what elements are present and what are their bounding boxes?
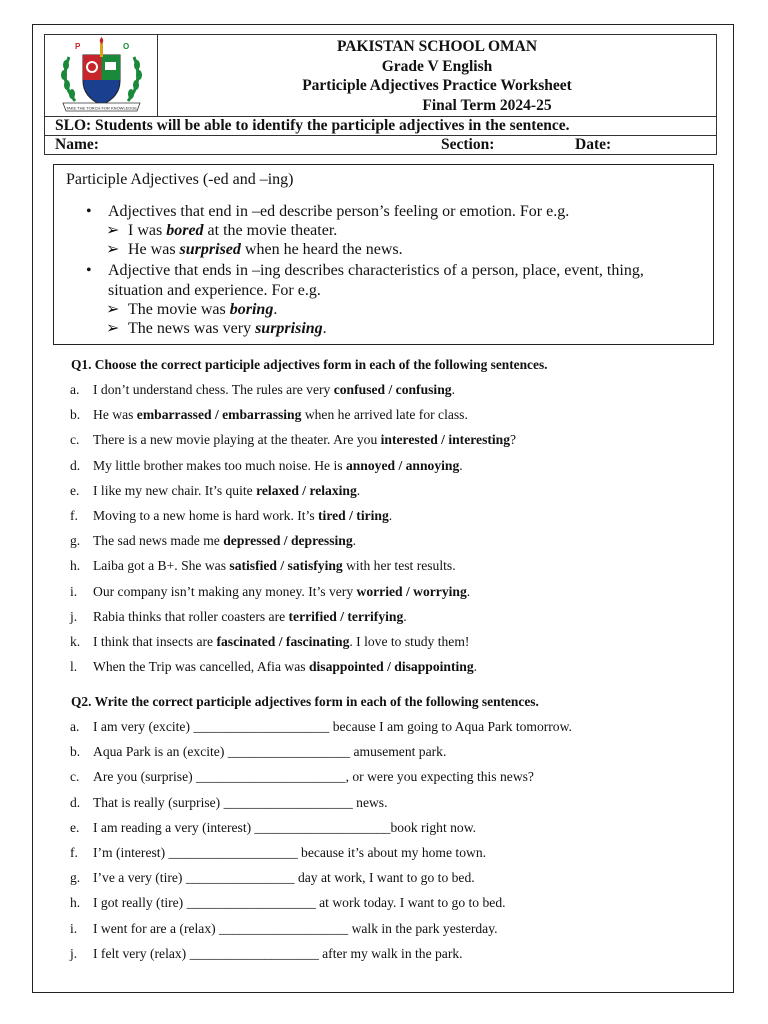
fill-in-sentence[interactable]: That is really (surprise) ___________________ news. xyxy=(93,794,388,810)
name-label: Name: xyxy=(55,136,99,153)
choice-options[interactable]: interested / interesting xyxy=(380,432,511,448)
q1-title: Q1. Choose the correct participle adjectives form in each of the following sentences. xyxy=(71,357,548,372)
header-table xyxy=(44,34,717,155)
fill-in-sentence[interactable]: I got really (tire) ___________________ at work today. I want to go to bed. xyxy=(93,895,506,911)
item-text: Our company isn’t making any money. It’s very worried / worrying. xyxy=(93,583,471,599)
info-box: Participle Adjectives (-ed and –ing) • Adjectives that end in –ed describe person’s feeling or emotion. For e.g. ➢ I was bored at the movie theater. ➢ He was surprised when he heard the news. • Adjective that ends in –ing describes characteristics of a person, place, event, thing, situation and experience. For e.g. ➢ The movie was boring. ➢ The news was very surprising. xyxy=(53,164,714,345)
item-text: He was embarrassed / embarrassing when he arrived late for class. xyxy=(93,407,468,423)
grade-title: Grade V English xyxy=(381,57,493,75)
choice-options[interactable]: confused / confusing xyxy=(333,382,452,397)
item-letter: j. xyxy=(70,608,78,624)
choice-options[interactable]: embarrassed / embarrassing xyxy=(136,407,302,423)
choice-options[interactable]: annoyed / annoying xyxy=(345,457,460,473)
school-name: PAKISTAN SCHOOL OMAN xyxy=(336,38,538,55)
bullet-icon: • xyxy=(86,203,92,220)
fill-in-sentence[interactable]: I felt very (relax) ___________________ after my walk in the park. xyxy=(93,945,463,961)
item-letter: h. xyxy=(70,558,81,574)
item-text: When the Trip was cancelled, Afia was disappointed / disappointing. xyxy=(93,659,478,675)
fill-in-sentence[interactable]: I went for are a (relax) ___________________ walk in the park yesterday. xyxy=(93,920,498,936)
item-letter: b. xyxy=(70,407,81,423)
item-text: I like my new chair. It’s quite relaxed / relaxing. xyxy=(93,482,361,498)
item-letter: d. xyxy=(70,457,81,473)
item-letter: l. xyxy=(70,659,78,675)
item-text: Laiba got a B+. She was satisfied / satisfying with her test results. xyxy=(93,558,456,574)
item-letter: c. xyxy=(70,769,80,785)
choice-options[interactable]: depressed / depressing xyxy=(223,533,353,549)
item-letter: f. xyxy=(70,845,78,860)
name-row xyxy=(45,136,716,155)
fill-in-sentence[interactable]: Aqua Park is an (excite) __________________ amusement park. xyxy=(93,744,447,760)
item-text: There is a new movie playing at the theater. Are you interested / interesting? xyxy=(93,432,517,448)
item-letter: b. xyxy=(70,744,81,760)
item-letter: a. xyxy=(70,719,80,734)
item-letter: j. xyxy=(70,945,78,961)
logo-cell xyxy=(45,35,158,117)
fill-in-sentence[interactable]: I’m (interest) ___________________ because it’s about my home town. xyxy=(93,845,487,860)
school-logo-icon xyxy=(45,35,158,117)
header-title-block xyxy=(158,35,716,119)
fill-in-sentence[interactable]: I am reading a very (interest) ____________________book right now. xyxy=(93,819,477,835)
choice-options[interactable]: tired / tiring xyxy=(318,508,389,523)
item-letter: e. xyxy=(70,482,80,498)
item-letter: e. xyxy=(70,819,80,835)
choice-options[interactable]: disappointed / disappointing xyxy=(308,659,474,675)
logo-motto: TAKE THE TORCH FOR KNOWLEDGE xyxy=(65,105,138,111)
logo-letter-o: O xyxy=(123,42,130,51)
choice-options[interactable]: terrified / terrifying xyxy=(288,608,404,624)
choice-options[interactable]: satisfied / satisfying xyxy=(229,558,343,574)
item-letter: d. xyxy=(70,794,81,810)
arrow-bullet-icon: ➢ xyxy=(106,241,120,258)
item-letter: h. xyxy=(70,895,81,911)
choice-options[interactable]: fascinated / fascinating xyxy=(216,634,350,649)
item-letter: g. xyxy=(70,533,81,549)
arrow-bullet-icon: ➢ xyxy=(106,222,120,239)
slo-row: SLO: Students will be able to identify the participle adjectives in the sentence. xyxy=(45,116,716,136)
item-text: Rabia thinks that roller coasters are terrified / terrifying. xyxy=(93,608,407,624)
item-text: I don’t understand chess. The rules are very confused / confusing. xyxy=(93,382,455,397)
bullet-icon: • xyxy=(86,262,92,279)
item-letter: g. xyxy=(70,870,81,886)
item-letter: i. xyxy=(70,583,78,599)
item-text: I think that insects are fascinated / fascinating. I love to study them! xyxy=(93,634,470,649)
section-label: Section: xyxy=(441,136,495,153)
arrow-bullet-icon: ➢ xyxy=(106,301,120,318)
item-text: Moving to a new home is hard work. It’s tired / tiring. xyxy=(93,508,393,523)
fill-in-sentence[interactable]: I’ve a very (tire) ________________ day at work, I want to go to bed. xyxy=(93,870,475,886)
q2-title: Q2. Write the correct participle adjectives form in each of the following sentences. xyxy=(71,694,539,709)
info-title: Participle Adjectives (-ed and –ing) xyxy=(66,171,294,188)
choice-options[interactable]: relaxed / relaxing xyxy=(256,482,357,498)
term-title: Final Term 2024-25 xyxy=(422,96,552,114)
item-letter: i. xyxy=(70,920,78,936)
info-example-4: ➢ The news was very surprising. xyxy=(106,320,327,337)
fill-in-sentence[interactable]: Are you (surprise) ______________________, or were you expecting this news? xyxy=(93,769,534,785)
item-letter: k. xyxy=(70,634,81,649)
item-text: My little brother makes too much noise. He is annoyed / annoying. xyxy=(93,457,463,473)
info-example-3: ➢ The movie was boring. xyxy=(106,301,278,318)
worksheet-title: Participle Adjectives Practice Worksheet xyxy=(302,77,572,94)
choice-options[interactable]: worried / worrying xyxy=(356,583,467,599)
date-label: Date: xyxy=(575,136,612,153)
info-example-2: ➢ He was surprised when he heard the news. xyxy=(106,241,403,258)
logo-letter-p: P xyxy=(75,42,81,51)
item-letter: c. xyxy=(70,432,80,448)
item-letter: a. xyxy=(70,382,80,397)
item-letter: f. xyxy=(70,508,78,523)
arrow-bullet-icon: ➢ xyxy=(106,320,120,337)
item-text: The sad news made me depressed / depressing. xyxy=(93,533,357,549)
info-example-1: ➢ I was bored at the movie theater. xyxy=(106,222,338,239)
fill-in-sentence[interactable]: I am very (excite) ____________________ because I am going to Aqua Park tomorrow. xyxy=(93,719,572,734)
